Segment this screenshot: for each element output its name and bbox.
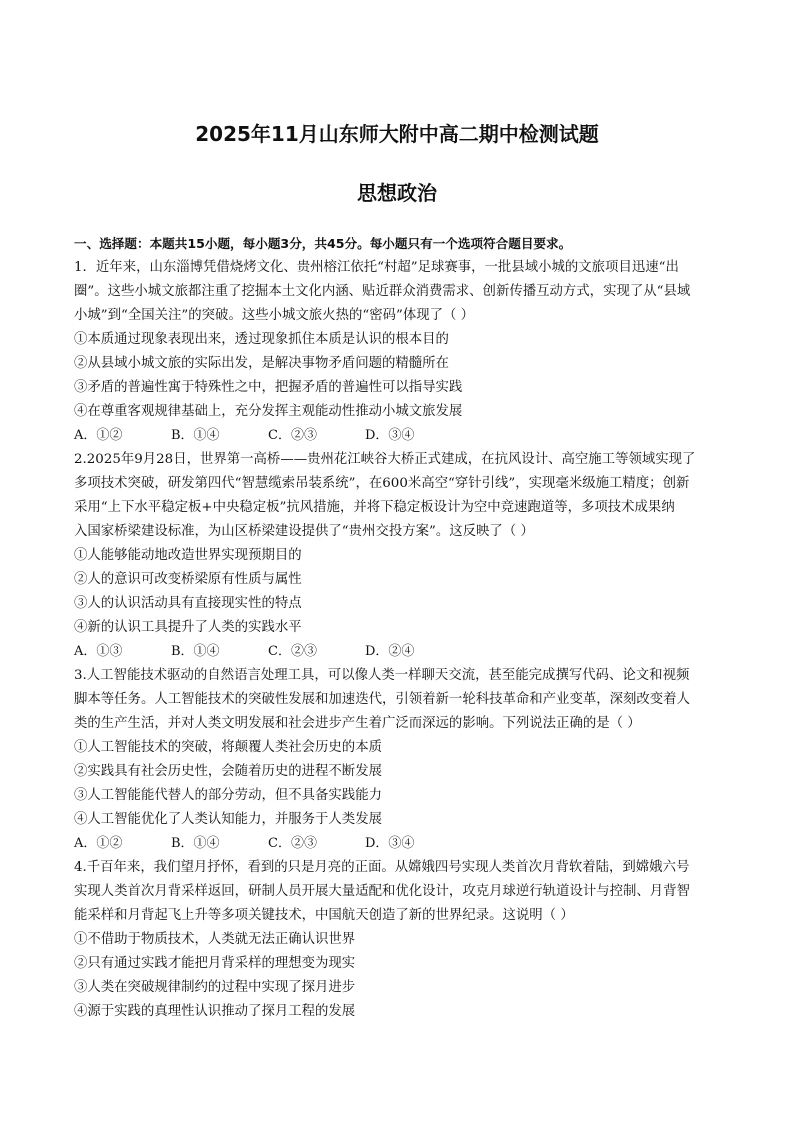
question-statement: ②只有通过实践才能把月背采样的理想变为现实 [74, 956, 356, 971]
question-statement: ②从县域小城文旅的实际出发，是解决事物矛盾问题的精髓所在 [74, 356, 449, 371]
answer-option[interactable]: D．③④ [365, 836, 415, 851]
exam-content [74, 232, 724, 1024]
answer-option[interactable]: D．③④ [365, 428, 415, 443]
question-list [74, 256, 724, 1024]
question-statement: ②人的意识可改变桥梁原有性质与属性 [74, 572, 302, 587]
answer-option[interactable]: C．②③ [268, 428, 317, 443]
answer-option[interactable]: C．②③ [268, 836, 317, 851]
question-statement: ①人能够能动地改造世界实现预期目的 [74, 548, 302, 563]
question-stem-line: 入国家桥梁建设标准，为山区桥梁建设提供了“贵州交投方案”。这反映了（ ） [74, 524, 534, 539]
answer-option[interactable]: B．①④ [171, 644, 220, 659]
question-stem-line: 多项技术突破，研发第四代“智慧缆索吊装系统”，在600米高空“穿针引线”，实现毫米级施工精度；创新 [74, 476, 690, 491]
question-stem-line: 采用“上下水平稳定板+中央稳定板”抗风措施，并将下稳定板设计为空中竞速跑道等，多项技术成果纳 [74, 500, 675, 515]
question-stem-line: 实现人类首次月背采样返回，研制人员开展大量适配和优化设计，攻克月球逆行轨道设计与控制、月背智 [74, 884, 690, 899]
exam-title: 2025年11月山东师大附中高二期中检测试题 [195, 122, 599, 146]
answer-option[interactable]: D．②④ [365, 644, 415, 659]
answer-option[interactable]: B．①④ [171, 428, 220, 443]
question-statement: ④新的认识工具提升了人类的实践水平 [74, 620, 302, 635]
question-statement: ④在尊重客观规律基础上，充分发挥主观能动性推动小城文旅发展 [74, 404, 463, 419]
subject-title: 思想政治 [357, 181, 437, 205]
question-statement: ①人工智能技术的突破，将颠覆人类社会历史的本质 [74, 740, 382, 755]
question-stem-line: 圈”。这些小城文旅都注重了挖掘本土文化内涵、贴近群众消费需求、创新传播互动方式，实现了从“县域 [74, 284, 691, 299]
question-statement: ③矛盾的普遍性寓于特殊性之中，把握矛盾的普遍性可以指导实践 [74, 380, 463, 395]
question-3 [74, 664, 724, 856]
answer-option[interactable]: B．①④ [171, 836, 220, 851]
answer-option[interactable]: A．①③ [74, 644, 123, 659]
question-statement: ③人工智能能代替人的部分劳动，但不具备实践能力 [74, 788, 382, 803]
question-stem-line: 2.2025年9月28日，世界第一高桥——贵州花江峡谷大桥正式建成，在抗风设计、高空施工等领域实现了 [74, 452, 696, 467]
question-4 [74, 856, 724, 1024]
question-stem-line: 脚本等任务。人工智能技术的突破性发展和加速迭代，引领着新一轮科技革命和产业变革，深刻改变着人 [74, 692, 690, 707]
answer-options [74, 832, 724, 856]
answer-options [74, 424, 724, 448]
answer-option[interactable]: A．①② [74, 428, 123, 443]
question-stem-line: 能采样和月背起飞上升等多项关键技术，中国航天创造了新的世界纪录。这说明（ ） [74, 908, 574, 923]
answer-options [74, 640, 724, 664]
question-stem-line: 1．近年来，山东淄博凭借烧烤文化、贵州榕江依托“村超”足球赛事，一批县域小城的文旅项目迅速“出 [74, 260, 679, 275]
question-stem-line: 3.人工智能技术驱动的自然语言处理工具，可以像人类一样聊天交流，甚至能完成撰写代码、论文和视频 [74, 668, 690, 683]
answer-option[interactable]: A．①② [74, 836, 123, 851]
question-2 [74, 448, 724, 664]
question-statement: ①不借助于物质技术，人类就无法正确认识世界 [74, 932, 356, 947]
question-statement: ②实践具有社会历史性，会随着历史的进程不断发展 [74, 764, 382, 779]
question-1 [74, 256, 724, 448]
question-statement: ④源于实践的真理性认识推动了探月工程的发展 [74, 1004, 356, 1019]
question-statement: ①本质通过现象表现出来，透过现象抓住本质是认识的根本目的 [74, 332, 449, 347]
question-stem-line: 类的生产生活，并对人类文明发展和社会进步产生着广泛而深远的影响。下列说法正确的是（ ） [74, 716, 641, 731]
question-statement: ③人类在突破规律制约的过程中实现了探月进步 [74, 980, 356, 995]
question-statement: ③人的认识活动具有直接现实性的特点 [74, 596, 302, 611]
question-statement: ④人工智能优化了人类认知能力，并服务于人类发展 [74, 812, 382, 827]
section-heading: 一、选择题：本题共15小题，每小题3分，共45分。每小题只有一个选项符合题目要求。 [74, 236, 572, 251]
question-stem-line: 小城”到“全国关注”的突破。这些小城文旅火热的“密码”体现了（ ） [74, 308, 475, 323]
question-stem-line: 4.千百年来，我们望月抒怀，看到的只是月亮的正面。从嫦娥四号实现人类首次月背软着陆，到嫦娥六号 [74, 860, 690, 875]
answer-option[interactable]: C．②③ [268, 644, 317, 659]
